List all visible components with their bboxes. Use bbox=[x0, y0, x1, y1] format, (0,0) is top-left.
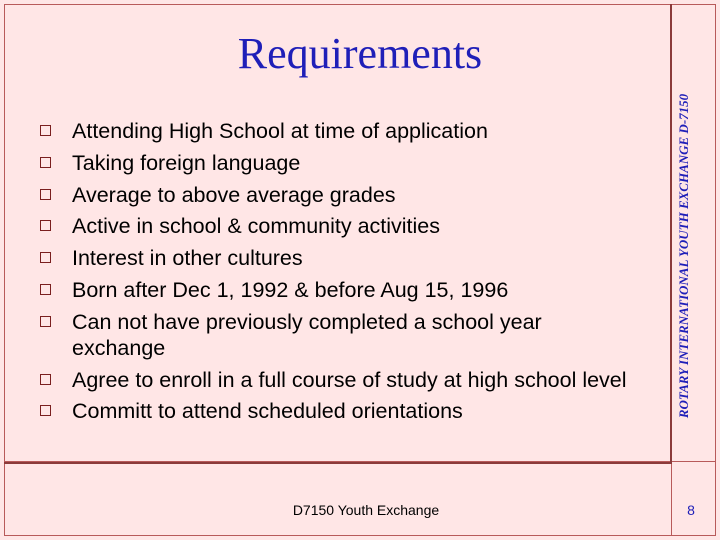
list-item bbox=[40, 277, 640, 303]
page-number-panel bbox=[672, 462, 716, 536]
checkbox-bullet-icon bbox=[40, 316, 51, 327]
list-item bbox=[40, 398, 640, 424]
horizontal-divider bbox=[4, 462, 672, 464]
checkbox-bullet-icon bbox=[40, 284, 51, 295]
list-item-text: Committ to attend scheduled orientations bbox=[72, 399, 463, 424]
checkbox-bullet-icon bbox=[40, 374, 51, 385]
list-item bbox=[40, 118, 640, 144]
requirements-list bbox=[40, 118, 640, 430]
slide-title: Requirements bbox=[237, 29, 483, 78]
list-item bbox=[40, 245, 640, 271]
list-item-text: Born after Dec 1, 1992 & before Aug 15, 1996 bbox=[72, 277, 509, 302]
list-item-text: Taking foreign language bbox=[72, 150, 301, 175]
list-item bbox=[40, 367, 640, 393]
checkbox-bullet-icon bbox=[40, 220, 51, 231]
list-item-text: Attending High School at time of application bbox=[72, 119, 488, 143]
list-item bbox=[40, 309, 640, 361]
checkbox-bullet-icon bbox=[40, 125, 51, 136]
list-item bbox=[40, 182, 640, 208]
list-item bbox=[40, 150, 640, 176]
page-number: 8 bbox=[687, 502, 695, 518]
checkbox-bullet-icon bbox=[40, 157, 51, 168]
list-item-text: Agree to enroll in a full course of study at high school level bbox=[72, 367, 627, 392]
list-item bbox=[40, 213, 640, 239]
list-item-text: Can not have previously completed a school year exchange bbox=[72, 309, 542, 360]
checkbox-bullet-icon bbox=[40, 405, 51, 416]
footer-text: D7150 Youth Exchange bbox=[292, 502, 440, 518]
list-item-text: Active in school & community activities bbox=[72, 214, 441, 239]
list-item-text: Average to above average grades bbox=[72, 182, 396, 207]
checkbox-bullet-icon bbox=[40, 189, 51, 200]
checkbox-bullet-icon bbox=[40, 252, 51, 263]
side-banner-text: ROTARY INTERNATIONAL YOUTH EXCHANGE D-7150 bbox=[676, 93, 691, 419]
footer-panel bbox=[4, 462, 672, 536]
list-item-text: Interest in other cultures bbox=[72, 246, 303, 271]
